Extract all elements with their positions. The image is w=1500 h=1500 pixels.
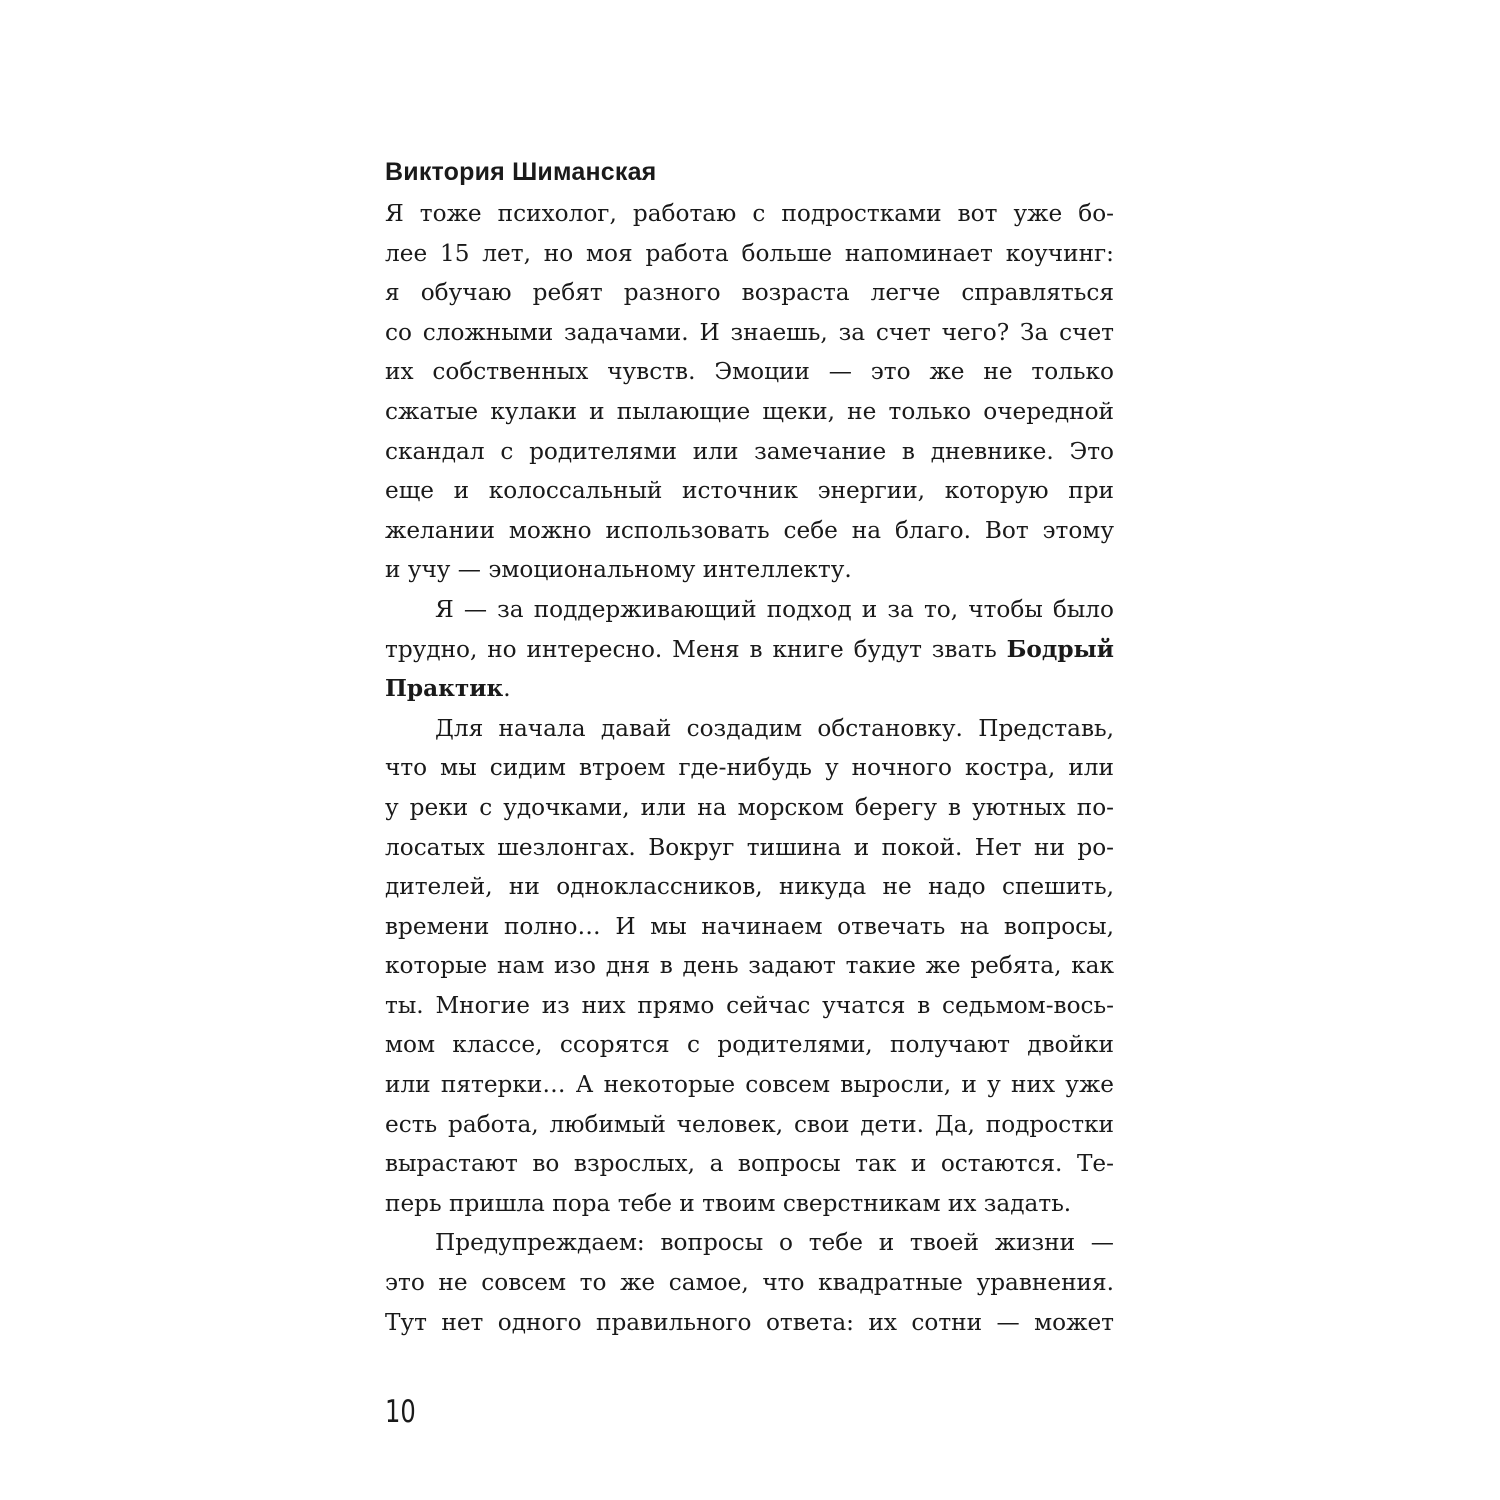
text-line: и учу — эмоциональному интеллекту. [385,556,852,584]
text-fragment: . [503,675,511,703]
text-line: ты. Многие из них прямо сейчас учатся в седьмом-вось- [385,991,1114,1019]
text-line [385,630,1114,670]
text-line: лее 15 лет, но моя работа больше напоминает коучинг: [385,239,1114,267]
text-line: перь пришла пора тебе и твоим сверстникам их задать. [385,1189,1072,1217]
text-line: Тут нет одного правильного ответа: их сотни — может [385,1308,1114,1336]
author-heading: Виктория Шиманская [385,158,657,186]
text-line: вырастают во взрослых, а вопросы так и остаются. Те- [385,1150,1114,1178]
text-line: со сложными задачами. И знаешь, за счет чего? За счет [385,318,1114,346]
paragraph-1 [385,194,1114,590]
text-line: Я — за поддерживающий подход и за то, чтобы было [435,595,1114,623]
paragraph-3 [385,709,1114,1224]
text-fragment: трудно, но интересно. Меня в книге будут звать [385,635,1007,663]
text-line: скандал с родителями или замечание в дневнике. Это [385,437,1114,465]
paragraph-4 [385,1223,1114,1342]
paragraph-2 [385,590,1114,709]
text-line: что мы сидим втроем где-нибудь у ночного костра, или [385,754,1114,782]
persona-name-bold: Бодрый [1006,635,1114,663]
text-line: у реки с удочками, или на морском берегу в уютных по- [385,793,1114,821]
text-line: желании можно использовать себе на благо. Вот этому [385,516,1114,544]
text-column [385,152,1114,1342]
text-line: Я тоже психолог, работаю с подростками вот уже бо- [385,200,1114,227]
text-line: Для начала давай создадим обстановку. Представь, [435,714,1114,742]
text-line: или пятерки… А некоторые совсем выросли, и у них уже [385,1071,1114,1099]
text-line: лосатых шезлонгах. Вокруг тишина и покой. Нет ни ро- [385,833,1114,861]
text-line: дителей, ни одноклассников, никуда не надо спешить, [385,873,1114,901]
persona-name-bold: Практик [385,675,504,703]
text-line: их собственных чувств. Эмоции — это же не только [385,358,1114,386]
text-line: еще и колоссальный источник энергии, которую при [385,477,1114,505]
text-line: которые нам изо дня в день задают такие же ребята, как [385,952,1114,980]
text-line: сжатые кулаки и пылающие щеки, не только очередной [385,397,1114,425]
text-line: Предупреждаем: вопросы о тебе и твоей жизни — [435,1229,1114,1257]
page-number: 10 [385,1394,416,1430]
text-line: это не совсем то же самое, что квадратные уравнения. [385,1269,1114,1297]
text-line: времени полно… И мы начинаем отвечать на вопросы, [385,912,1114,940]
text-line: я обучаю ребят разного возраста легче справляться [385,279,1114,307]
text-line: мом классе, ссорятся с родителями, получают двойки [385,1031,1114,1059]
text-line [385,669,1114,709]
text-line: есть работа, любимый человек, свои дети. Да, подростки [385,1110,1114,1138]
